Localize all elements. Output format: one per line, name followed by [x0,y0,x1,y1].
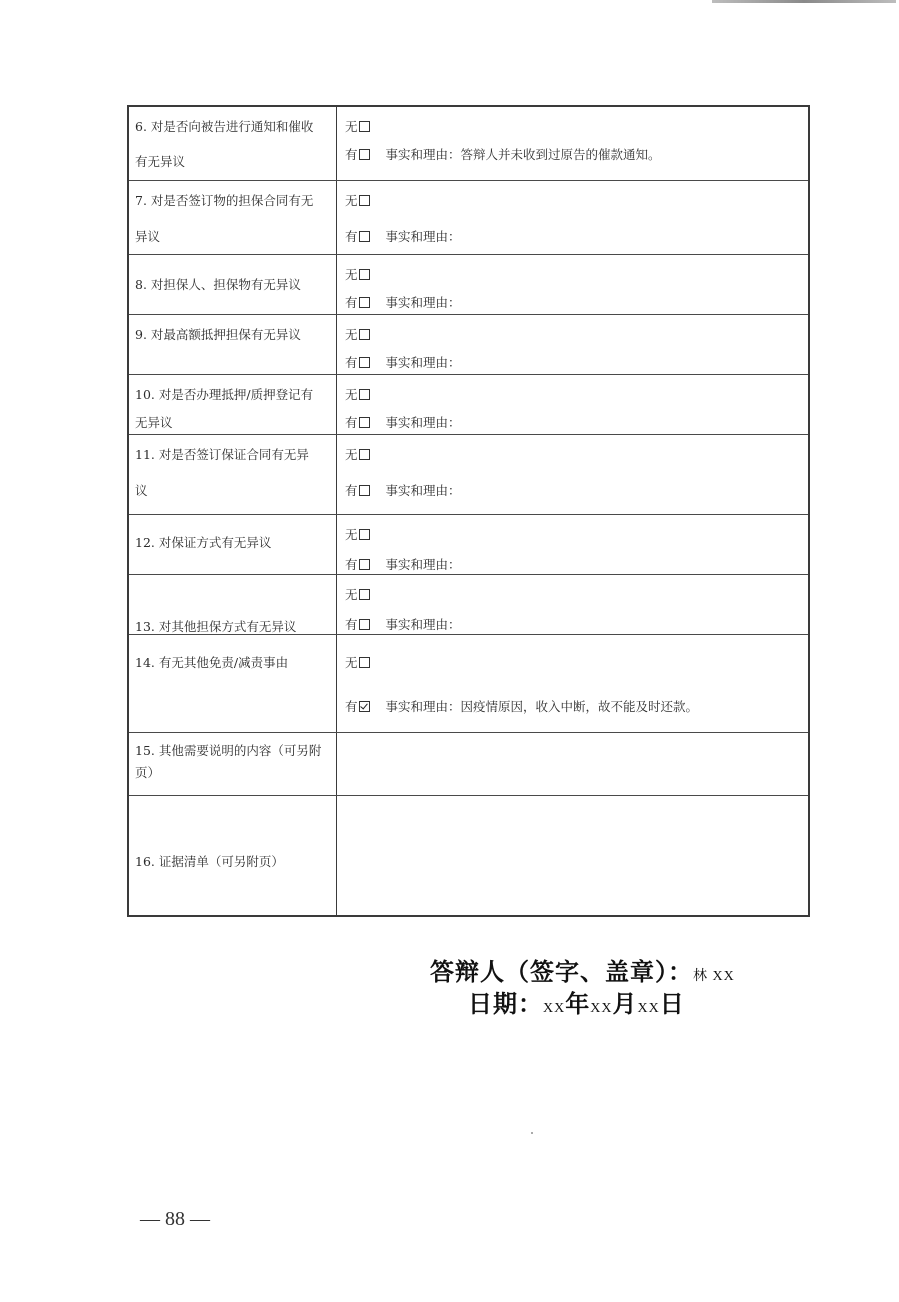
date-line [468,984,685,1019]
table-row-14 [129,634,808,732]
question-12-line1: 12. 对保证方式有无异议 [135,535,272,550]
option-no-12[interactable]: 无 [345,527,370,543]
checkbox-no-14[interactable] [359,657,370,668]
table-row-12 [129,514,808,574]
question-6-line2: 有无异议 [135,154,186,169]
table-row-9 [129,314,808,374]
date-label: 日期： [468,989,543,1018]
signature-line [430,952,735,987]
question-10-line1: 10. 对是否办理抵押/质押登记有 [135,387,314,402]
checkbox-no-13[interactable] [359,589,370,600]
checkbox-yes-11[interactable] [359,485,370,496]
table-row-11 [129,434,808,514]
table-row-13 [129,574,808,634]
table-row-10 [129,374,808,434]
page-number: — 88 — [140,1208,210,1230]
question-15-line1: 15. 其他需要说明的内容（可另附 [135,743,322,758]
date-day-value: XX [637,1001,660,1016]
option-no-13[interactable]: 无 [345,587,370,603]
reason-label-12: 事实和理由： [385,557,461,572]
question-7-line2: 异议 [135,229,161,244]
question-15-line2: 页） [135,765,161,780]
question-16-line1: 16. 证据清单（可另附页） [135,854,284,869]
option-no-8[interactable]: 无 [345,267,370,283]
option-yes-8[interactable]: 有 事实和理由： [345,295,461,310]
question-11-line1: 11. 对是否签订保证合同有无异 [135,447,309,462]
option-yes-14[interactable]: 有 事实和理由：因疫情原因，收入中断，故不能及时还款。 [345,699,699,714]
table-row-7 [129,180,808,254]
question-7-line1: 7. 对是否签订物的担保合同有无 [135,193,314,208]
reason-label-11: 事实和理由： [385,483,461,498]
checkbox-no-6[interactable] [359,121,370,132]
option-no-7[interactable]: 无 [345,193,370,209]
option-yes-7[interactable]: 有 事实和理由： [345,229,461,244]
checkbox-no-7[interactable] [359,195,370,206]
date-month-value: XX [590,1001,613,1016]
signature-label: 答辩人（签字、盖章）： [430,957,693,986]
date-year-value: XX [543,1001,566,1016]
reason-label-6: 事实和理由： [385,147,461,162]
reason-label-7: 事实和理由： [385,229,461,244]
table-row-16 [129,795,808,917]
reason-label-10: 事实和理由： [385,415,461,430]
reason-text-14: 因疫情原因，收入中断，故不能及时还款。 [460,699,699,714]
question-8-line1: 8. 对担保人、担保物有无异议 [135,277,301,292]
date-year-unit: 年 [565,989,591,1018]
option-yes-13[interactable]: 有 事实和理由： [345,617,461,632]
reason-label-9: 事实和理由： [385,355,461,370]
question-9-line1: 9. 对最高额抵押担保有无异议 [135,327,301,342]
signature-name: 林 XX [693,969,735,984]
checkbox-yes-14-checked[interactable] [359,701,370,712]
defense-form-table [127,105,810,917]
option-yes-6[interactable]: 有 事实和理由：答辩人并未收到过原告的催款通知。 [345,147,661,162]
checkbox-yes-8[interactable] [359,297,370,308]
checkbox-no-10[interactable] [359,389,370,400]
reason-label-13: 事实和理由： [385,617,461,632]
question-13-line1: 13. 对其他担保方式有无异议 [135,619,297,634]
option-no-9[interactable]: 无 [345,327,370,343]
question-6-line1: 6. 对是否向被告进行通知和催收 [135,119,314,134]
checkbox-yes-7[interactable] [359,231,370,242]
scan-edge-line [712,0,896,3]
checkbox-yes-6[interactable] [359,149,370,160]
checkbox-no-12[interactable] [359,529,370,540]
checkbox-no-11[interactable] [359,449,370,460]
checkbox-yes-9[interactable] [359,357,370,368]
date-month-unit: 月 [612,989,638,1018]
question-11-line2: 议 [135,483,148,498]
reason-label-8: 事实和理由： [385,295,461,310]
reason-label-14: 事实和理由： [385,699,461,714]
question-14-line1: 14. 有无其他免责/减责事由 [135,655,289,670]
option-yes-11[interactable]: 有 事实和理由： [345,483,461,498]
option-no-11[interactable]: 无 [345,447,370,463]
checkbox-yes-10[interactable] [359,417,370,428]
table-row-15 [129,732,808,795]
table-row-8 [129,254,808,314]
option-no-14[interactable]: 无 [345,655,370,671]
option-no-10[interactable]: 无 [345,387,370,403]
scan-speck [531,1132,533,1134]
checkbox-yes-13[interactable] [359,619,370,630]
option-yes-9[interactable]: 有 事实和理由： [345,355,461,370]
checkbox-no-9[interactable] [359,329,370,340]
date-day-unit: 日 [659,989,685,1018]
checkbox-no-8[interactable] [359,269,370,280]
checkbox-yes-12[interactable] [359,559,370,570]
table-row-6 [129,107,808,180]
reason-text-6: 答辩人并未收到过原告的催款通知。 [460,147,661,162]
option-yes-10[interactable]: 有 事实和理由： [345,415,461,430]
option-yes-12[interactable]: 有 事实和理由： [345,557,461,572]
option-no-6[interactable]: 无 [345,119,370,135]
question-10-line2: 无异议 [135,415,173,430]
